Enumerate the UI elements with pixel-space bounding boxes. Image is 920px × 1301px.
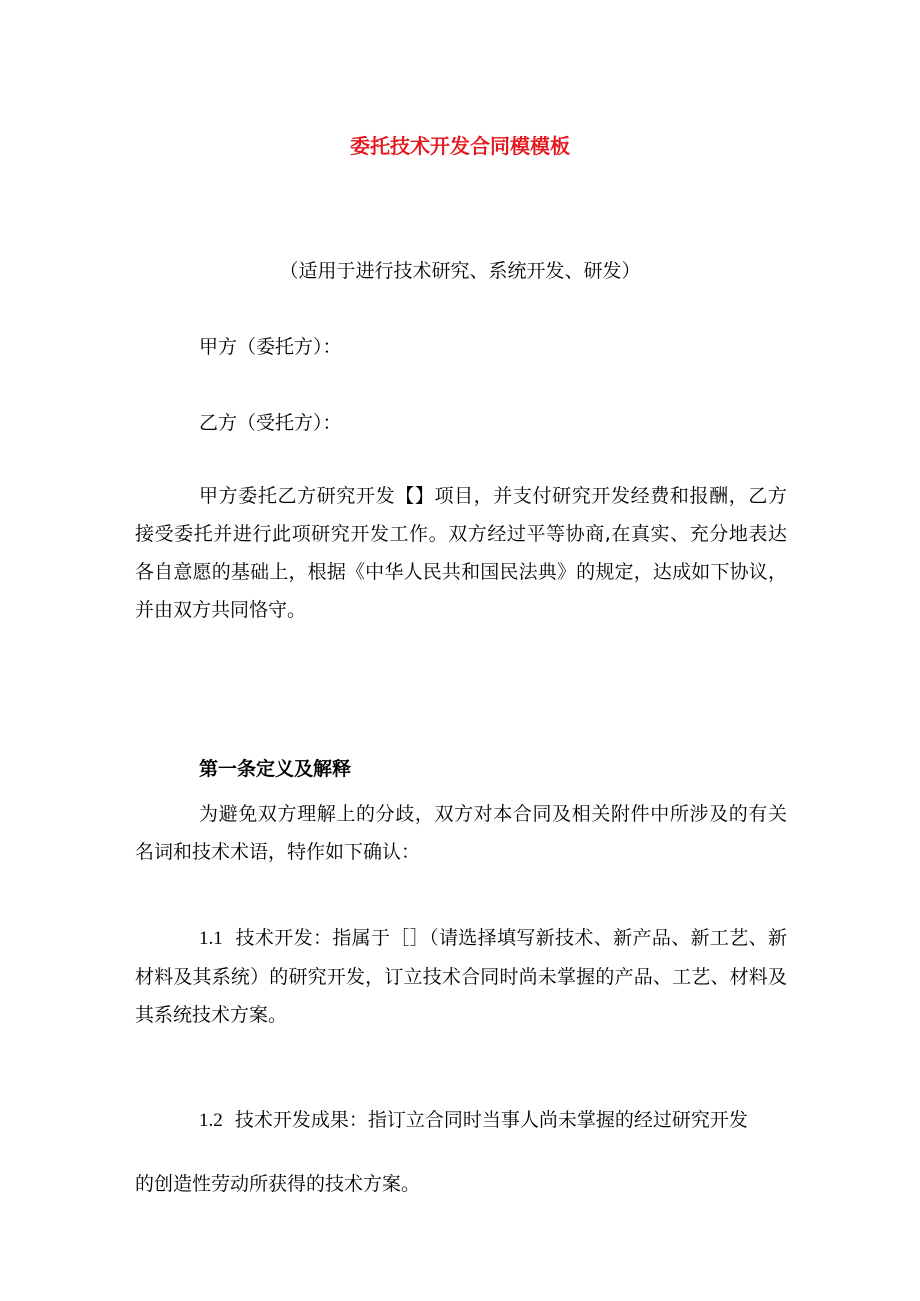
clause-1-1-text: 技术开发：指属于［］（请选择填写新技术、新产品、新工艺、新材料及其系统）的研究开发，订立技术合同时尚未掌握的产品、工艺、材料及其系统技术方案。 [135, 927, 787, 1026]
clause-1-1 [135, 919, 787, 1034]
clause-1-2-line2: 的创造性劳动所获得的技术方案。 [135, 1173, 421, 1195]
article-1-paragraph: 为避免双方理解上的分歧，双方对本合同及相关附件中所涉及的有关名词和技术术语，特作如下确认： [135, 803, 787, 863]
clause-1-2-text: 技术开发成果：指订立合同时当事人尚未掌握的经过研究开发 [234, 1109, 748, 1131]
party-a-line: 甲方（委托方）： [199, 336, 342, 358]
clause-1-1-number: 1.1 [199, 928, 223, 949]
clause-1-2-number: 1.2 [199, 1110, 223, 1131]
party-b-line: 乙方（受托方）： [199, 412, 342, 434]
document-title: 委托技术开发合同模模板 [350, 134, 570, 158]
intro-paragraph: 甲方委托乙方研究开发【】项目，并支付研究开发经费和报酬，乙方接受委托并进行此项研究开发工作。双方经过平等协商,在真实、充分地表达各自意愿的基础上，根据《中华人民共和国民法典》的规定，达成如下协议，并由双方共同恪守。 [135, 485, 787, 621]
article-1-heading: 第一条定义及解释 [199, 758, 352, 780]
clause-1-2-line1 [199, 1105, 748, 1132]
document-subtitle: （适用于进行技术研究、系统开发、研发） [279, 260, 641, 282]
